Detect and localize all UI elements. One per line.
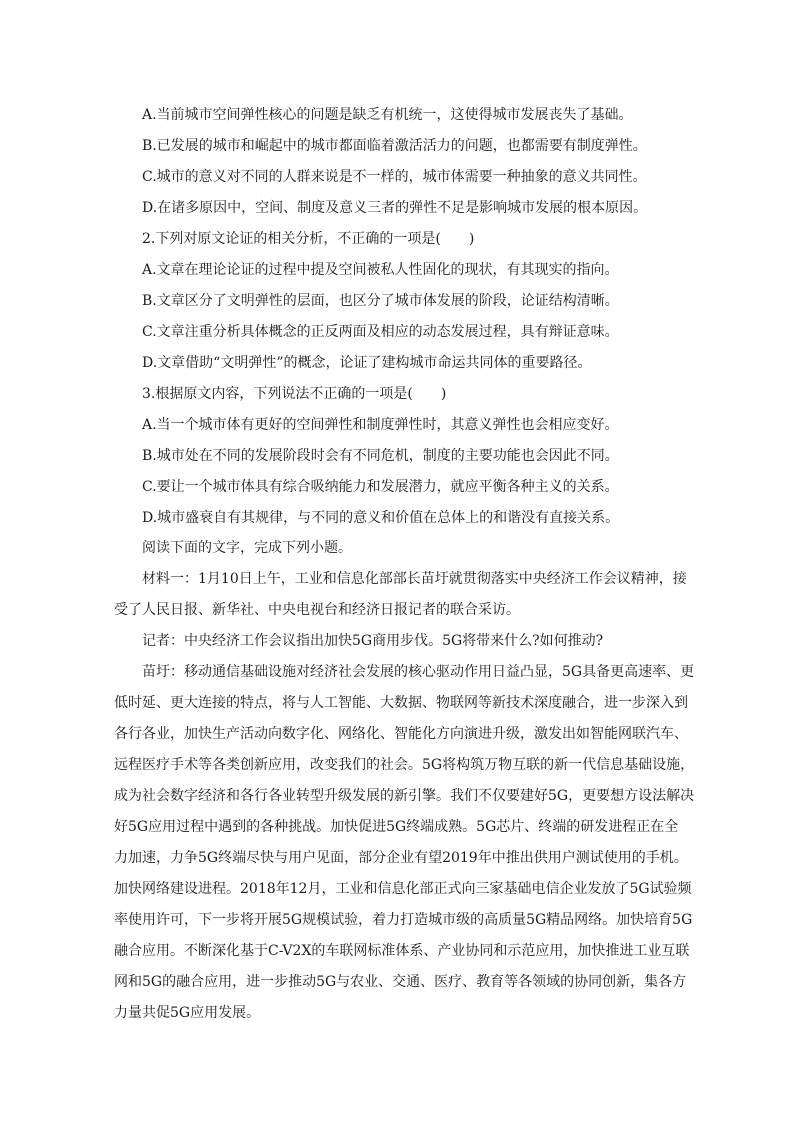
q1-option-b: B.已发展的城市和崛起中的城市都面临着激活活力的问题，也都需要有制度弹性。 xyxy=(142,138,647,154)
q2-option-a: A.文章在理论论证的过程中提及空间被私人性固化的现状，有其现实的指向。 xyxy=(142,262,619,278)
reporter-question: 记者：中央经济工作会议指出加快5G商用步伐。5G将带来什么?如何推动? xyxy=(142,633,604,649)
q1-option-a: A.当前城市空间弹性核心的问题是缺乏有机统一，这使得城市发展丧失了基础。 xyxy=(142,107,633,123)
answer-line: 融合应用。不断深化基于C-V2X的车联网标准体系、产业协同和示范应用，加快推进工业互联 xyxy=(114,943,690,959)
q2-stem: 2.下列对原文论证的相关分析，不正确的一项是( ) xyxy=(142,231,475,247)
q2-option-d: D.文章借助“文明弹性”的概念，论证了建构城市命运共同体的重要路径。 xyxy=(142,355,592,371)
q3-option-c: C.要让一个城市体具有综合吸纳能力和发展潜力，就应平衡各种主义的关系。 xyxy=(142,479,619,495)
q2-option-b: B.文章区分了文明弹性的层面，也区分了城市体发展的阶段，论证结构清晰。 xyxy=(142,293,619,309)
answer-line: 网和5G的融合应用，进一步推动5G与农业、交通、医疗、教育等各领域的协同创新，集各方 xyxy=(114,974,687,990)
answer-line: 好5G应用过程中遇到的各种挑战。加快促进5G终端成熟。5G芯片、终端的研发进程正在全 xyxy=(114,819,679,835)
passage-intro: 阅读下面的文字，完成下列小题。 xyxy=(142,540,352,556)
answer-line: 成为社会数字经济和各行各业转型升级发展的新引擎。我们不仅要建好5G，更要想方设法解决 xyxy=(114,788,695,804)
answer-line: 低时延、更大连接的特点，将与人工智能、大数据、物联网等新技术深度融合，进一步深入到 xyxy=(114,695,688,711)
material-line: 材料一：1月10日上午，工业和信息化部部长苗圩就贯彻落实中央经济工作会议精神，接 xyxy=(142,571,687,587)
q1-option-d: D.在诸多原因中，空间、制度及意义三者的弹性不足是影响城市发展的根本原因。 xyxy=(142,200,648,216)
q2-option-c: C.文章注重分析具体概念的正反两面及相应的动态发展过程，具有辩证意味。 xyxy=(142,324,619,340)
q3-option-a: A.当一个城市体有更好的空间弹性和制度弹性时，其意义弹性也会相应变好。 xyxy=(142,417,619,433)
q3-stem: 3.根据原文内容，下列说法不正确的一项是( ) xyxy=(142,386,447,402)
answer-line: 率使用许可，下一步将开展5G规模试验，着力打造城市级的高质量5G精品网络。加快培育5G xyxy=(114,912,693,928)
answer-line: 加快网络建设进程。2018年12月，工业和信息化部正式向三家基础电信企业发放了5G试验频 xyxy=(114,881,692,897)
answer-line: 力量共促5G应用发展。 xyxy=(114,1005,261,1021)
answer-line: 力加速，力争5G终端尽快与用户见面，部分企业有望2019年中推出供用户测试使用的手机。 xyxy=(114,850,688,866)
material-line: 受了人民日报、新华社、中央电视台和经济日报记者的联合采访。 xyxy=(114,602,520,618)
answer-line: 远程医疗手术等各类创新应用，改变我们的社会。5G将构筑万物互联的新一代信息基础设施， xyxy=(114,757,695,773)
answer-line: 各行各业，加快生产活动向数字化、网络化、智能化方向演进升级，激发出如智能网联汽车、 xyxy=(114,726,688,742)
passage xyxy=(114,533,695,1029)
q1-option-c: C.城市的意义对不同的人群来说是不一样的，城市体需要一种抽象的意义共同性。 xyxy=(142,169,647,185)
q3-option-b: B.城市处在不同的发展阶段时会有不同危机，制度的主要功能也会因此不同。 xyxy=(142,448,619,464)
answer-line: 苗圩：移动通信基础设施对经济社会发展的核心驱动作用日益凸显，5G具备更高速率、更 xyxy=(142,664,695,680)
q3-option-d: D.城市盛衰自有其规律，与不同的意义和价值在总体上的和谐没有直接关系。 xyxy=(142,510,620,526)
